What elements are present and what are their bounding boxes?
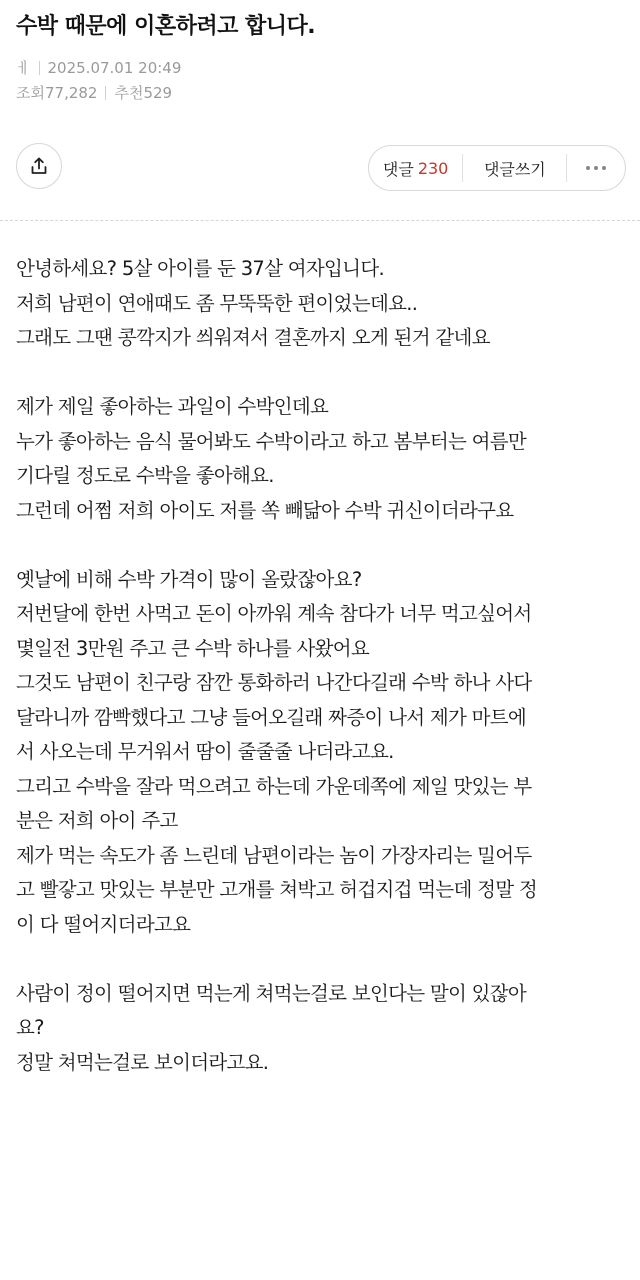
write-comment-button[interactable] bbox=[462, 154, 566, 182]
body-line: 이 다 떨어지더라고요 bbox=[16, 912, 191, 936]
body-line: 서 사오는데 무거워서 땀이 줄줄줄 나더라고요. bbox=[16, 740, 394, 763]
body-line: 달라니까 깜빡했다고 그냥 들어오길래 짜증이 나서 제가 마트에 bbox=[16, 705, 527, 729]
body-line bbox=[16, 942, 636, 977]
body-line: 몇일전 3만원 주고 큰 수박 하나를 사왔어요 bbox=[16, 636, 370, 660]
body-line: 누가 좋아하는 음식 물어봐도 수박이라고 하고 봄부터는 여름만 bbox=[16, 429, 527, 453]
body-line: 제가 먹는 속도가 좀 느린데 남편이라는 놈이 가장자리는 밀어두 bbox=[16, 843, 532, 867]
post-meta-author-date bbox=[16, 57, 181, 79]
body-line bbox=[16, 356, 636, 391]
body-line: 기다릴 정도로 수박을 좋아해요. bbox=[16, 464, 274, 487]
share-icon bbox=[29, 156, 49, 176]
post-meta-stats bbox=[16, 82, 172, 104]
comments-button[interactable] bbox=[369, 146, 462, 190]
author-name[interactable]: ㅔ bbox=[16, 59, 31, 77]
likes-label: 추천 bbox=[114, 84, 144, 102]
header-divider bbox=[0, 220, 640, 221]
body-line: 고 빨갛고 맛있는 부분만 고개를 쳐박고 허겁지겁 먹는데 정말 정 bbox=[16, 878, 538, 901]
body-line: 저희 남편이 연애때도 좀 무뚝뚝한 편이었는데요.. bbox=[16, 291, 418, 315]
body-line: 그것도 남편이 친구랑 잠깐 통화하러 나간다길래 수박 하나 사다 bbox=[16, 671, 532, 694]
body-line: 그래도 그땐 콩깍지가 씌워져서 결혼까지 오게 된거 같네요 bbox=[16, 326, 490, 349]
meta-separator bbox=[105, 86, 106, 100]
comments-count: 230 bbox=[417, 158, 449, 178]
body-line: 제가 제일 좋아하는 과일이 수박인데요 bbox=[16, 395, 329, 418]
body-line: 그런데 어쩜 저희 아이도 저를 쏙 빼닮아 수박 귀신이더라구요 bbox=[16, 498, 514, 522]
body-line: 사람이 정이 떨어지면 먹는게 쳐먹는걸로 보인다는 말이 있잖아 bbox=[16, 981, 527, 1005]
body-line: 정말 쳐먹는걸로 보이더라고요. bbox=[16, 1050, 269, 1074]
post-title: 수박 때문에 이혼하려고 합니다. bbox=[16, 14, 316, 39]
views-count: 77,282 bbox=[44, 84, 98, 102]
body-line: 저번달에 한번 사먹고 돈이 아까워 계속 참다가 너무 먹고싶어서 bbox=[16, 602, 532, 625]
likes-count: 529 bbox=[143, 84, 173, 102]
more-options-button[interactable] bbox=[566, 154, 625, 182]
share-button[interactable] bbox=[16, 143, 62, 189]
meta-separator bbox=[39, 61, 40, 75]
post-body bbox=[16, 252, 636, 1080]
body-line: 요? bbox=[16, 1016, 44, 1039]
body-line: 옛날에 비해 수박 가격이 많이 올랐잖아요? bbox=[16, 567, 362, 591]
body-line: 안녕하세요? 5살 아이를 둔 37살 여자입니다. bbox=[16, 257, 384, 280]
views-label: 조회 bbox=[16, 84, 45, 102]
comment-actions bbox=[368, 145, 626, 191]
write-comment-label: 댓글쓰기 bbox=[483, 159, 546, 179]
post-date: 2025.07.01 20:49 bbox=[47, 59, 182, 77]
more-dots-icon bbox=[586, 166, 606, 170]
body-line: 분은 저희 아이 주고 bbox=[16, 809, 178, 832]
comments-label: 댓글 bbox=[382, 159, 414, 179]
body-line: 그리고 수박을 잘라 먹으려고 하는데 가운데쪽에 제일 맛있는 부 bbox=[16, 774, 532, 798]
body-line bbox=[16, 528, 636, 563]
